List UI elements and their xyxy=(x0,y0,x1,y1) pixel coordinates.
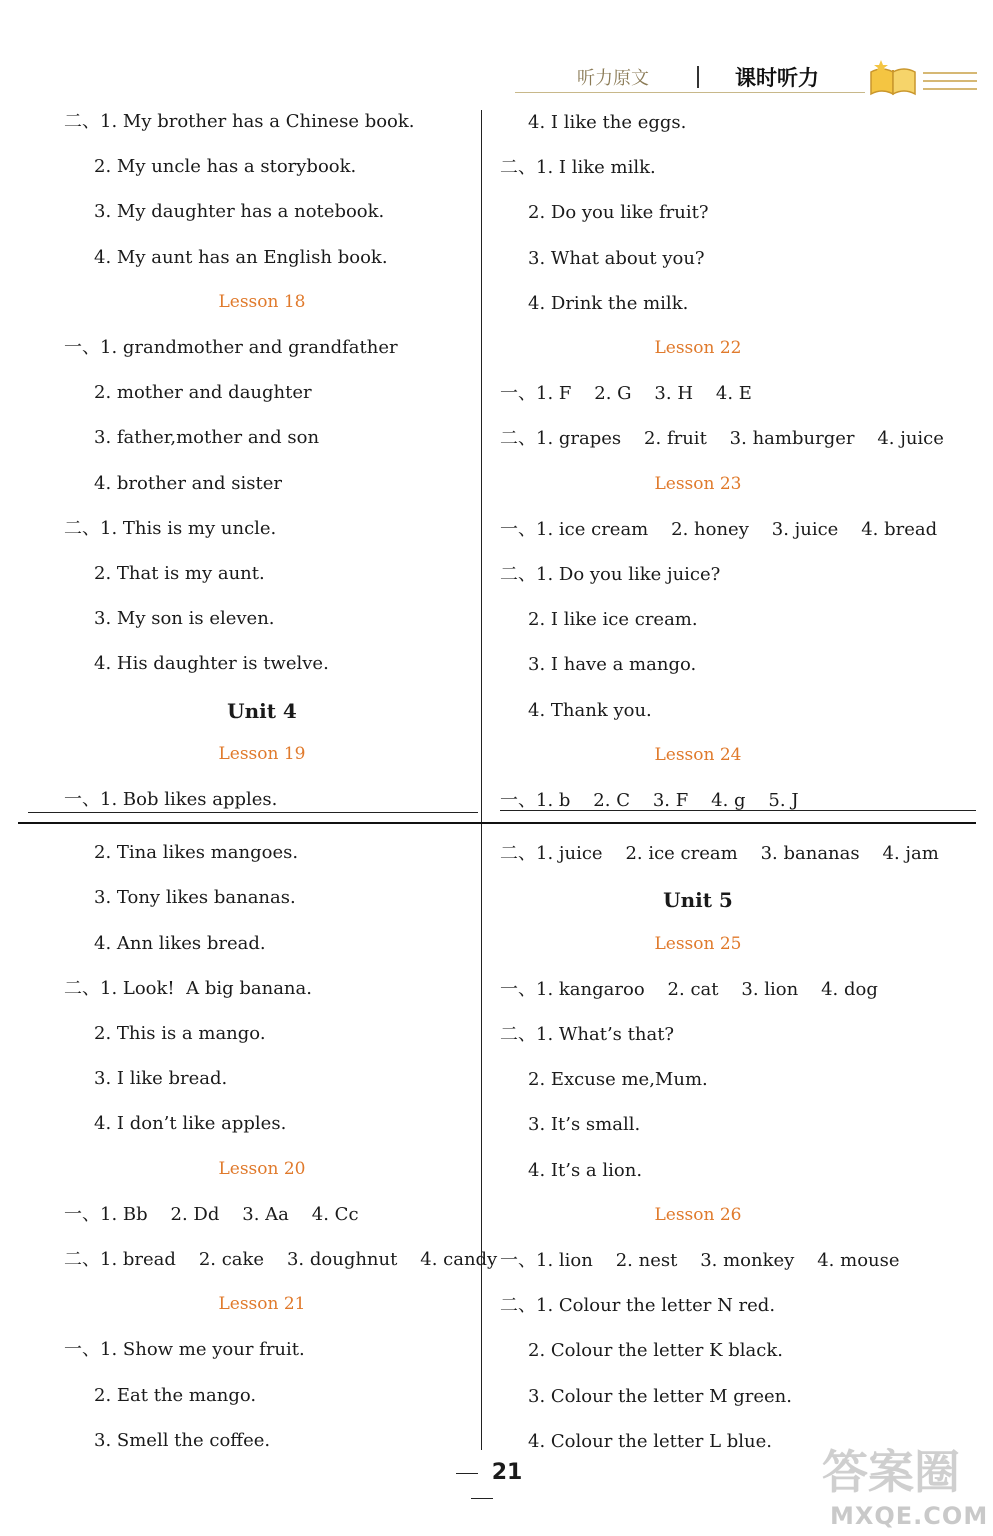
listening-line: 3. My son is eleven. xyxy=(94,608,275,630)
listening-line: 3. My daughter has a notebook. xyxy=(94,201,385,223)
page-number: 21 xyxy=(491,1460,523,1485)
listening-line: 2. That is my aunt. xyxy=(94,563,265,584)
listening-line: 3. father,mother and son xyxy=(94,427,320,449)
fold-rule-left xyxy=(28,812,478,813)
header-separator xyxy=(697,66,699,88)
page-number-footer xyxy=(422,1460,542,1510)
listening-line: 2. Eat the mango. xyxy=(94,1384,257,1406)
lesson-heading: Lesson 23 xyxy=(654,473,742,494)
listening-line: 2. Tina likes mangoes. xyxy=(94,842,299,864)
listening-line: 二、1. What’s that? xyxy=(500,1024,675,1045)
header-title: 课时听力 xyxy=(735,66,819,90)
footer-dash xyxy=(456,1473,478,1474)
listening-line: 一、1. grandmother and grandfather xyxy=(64,337,398,358)
listening-line: 二、1. I like milk. xyxy=(500,157,656,179)
lesson-heading: Lesson 25 xyxy=(654,933,742,954)
listening-line: 4. Colour the letter L blue. xyxy=(528,1430,772,1452)
footer-dash xyxy=(471,1498,493,1499)
listening-line: 一、1. Bob likes apples. xyxy=(64,789,278,810)
listening-line: 4. Drink the milk. xyxy=(528,292,689,314)
watermark-logo: 答案圈 xyxy=(822,1445,960,1499)
lesson-heading: Lesson 18 xyxy=(218,291,306,312)
listening-line: 3. It’s small. xyxy=(528,1114,641,1136)
listening-line: 4. Thank you. xyxy=(528,699,652,721)
lesson-heading: Lesson 26 xyxy=(654,1204,742,1225)
listening-line: 二、1. Colour the letter N red. xyxy=(500,1295,776,1317)
header-underline xyxy=(515,92,865,93)
header-deco-line xyxy=(923,72,977,74)
listening-line: 4. Ann likes bread. xyxy=(94,932,266,954)
listening-line: 二、1. Do you like juice? xyxy=(500,564,721,585)
lesson-heading: Lesson 24 xyxy=(654,744,742,765)
page-header xyxy=(505,58,980,102)
listening-line: 二、1. My brother has a Chinese book. xyxy=(64,111,415,132)
listening-line: 一、1. lion 2. nest 3. monkey 4. mouse xyxy=(500,1250,900,1271)
listening-line: 一、1. b 2. C 3. F 4. g 5. J xyxy=(500,790,799,811)
listening-line: 一、1. ice cream 2. honey 3. juice 4. bread xyxy=(500,518,938,540)
listening-line: 3. I like bread. xyxy=(94,1068,228,1090)
listening-line: 一、1. kangaroo 2. cat 3. lion 4. dog xyxy=(500,978,878,1000)
lesson-heading: Lesson 19 xyxy=(218,743,306,764)
unit-heading: Unit 4 xyxy=(227,698,297,723)
listening-line: 4. brother and sister xyxy=(94,472,282,494)
listening-line: 2. mother and daughter xyxy=(94,382,312,404)
listening-line: 一、1. F 2. G 3. H 4. E xyxy=(500,383,752,405)
listening-line: 4. My aunt has an English book. xyxy=(94,246,388,268)
listening-line: 一、1. Show me your fruit. xyxy=(64,1339,305,1361)
listening-line: 3. Tony likes bananas. xyxy=(94,887,296,909)
listening-line: 3. What about you? xyxy=(528,247,705,269)
lesson-heading: Lesson 20 xyxy=(218,1158,306,1179)
listening-line: 2. Excuse me,Mum. xyxy=(528,1069,708,1091)
unit-heading: Unit 5 xyxy=(663,888,733,913)
listening-line: 2. I like ice cream. xyxy=(528,609,698,631)
listening-line: 一、1. Bb 2. Dd 3. Aa 4. Cc xyxy=(64,1203,359,1225)
watermark xyxy=(812,1428,989,1532)
listening-line: 2. Do you like fruit? xyxy=(528,202,709,224)
lesson-heading: Lesson 21 xyxy=(218,1294,306,1315)
listening-line: 3. Colour the letter M green. xyxy=(528,1385,792,1407)
listening-line: 二、1. Look! A big banana. xyxy=(64,977,312,999)
lesson-heading: Lesson 22 xyxy=(654,338,742,358)
listening-line: 二、1. juice 2. ice cream 3. bananas 4. jam xyxy=(500,843,939,865)
listening-line: 2. This is a mango. xyxy=(94,1023,266,1044)
header-subtitle: 听力原文 xyxy=(577,68,649,89)
header-deco-line xyxy=(923,80,977,82)
listening-line: 3. I have a mango. xyxy=(528,654,697,676)
page-fold-rule xyxy=(18,822,976,824)
watermark-site: MXQE.COM xyxy=(830,1502,989,1530)
listening-line: 二、1. grapes 2. fruit 3. hamburger 4. juice xyxy=(500,428,944,450)
header-deco-line xyxy=(923,88,977,90)
listening-line: 4. I don’t like apples. xyxy=(94,1113,287,1135)
listening-line: 二、1. This is my uncle. xyxy=(64,517,277,539)
listening-line: 二、1. bread 2. cake 3. doughnut 4. candy xyxy=(64,1249,498,1270)
listening-line: 3. Smell the coffee. xyxy=(94,1429,271,1451)
listening-line: 2. My uncle has a storybook. xyxy=(94,156,357,178)
book-logo-icon xyxy=(867,58,919,98)
listening-line: 4. His daughter is twelve. xyxy=(94,653,329,675)
listening-line: 4. It’s a lion. xyxy=(528,1159,643,1181)
listening-line: 4. I like the eggs. xyxy=(528,112,687,133)
listening-line: 2. Colour the letter K black. xyxy=(528,1340,783,1362)
